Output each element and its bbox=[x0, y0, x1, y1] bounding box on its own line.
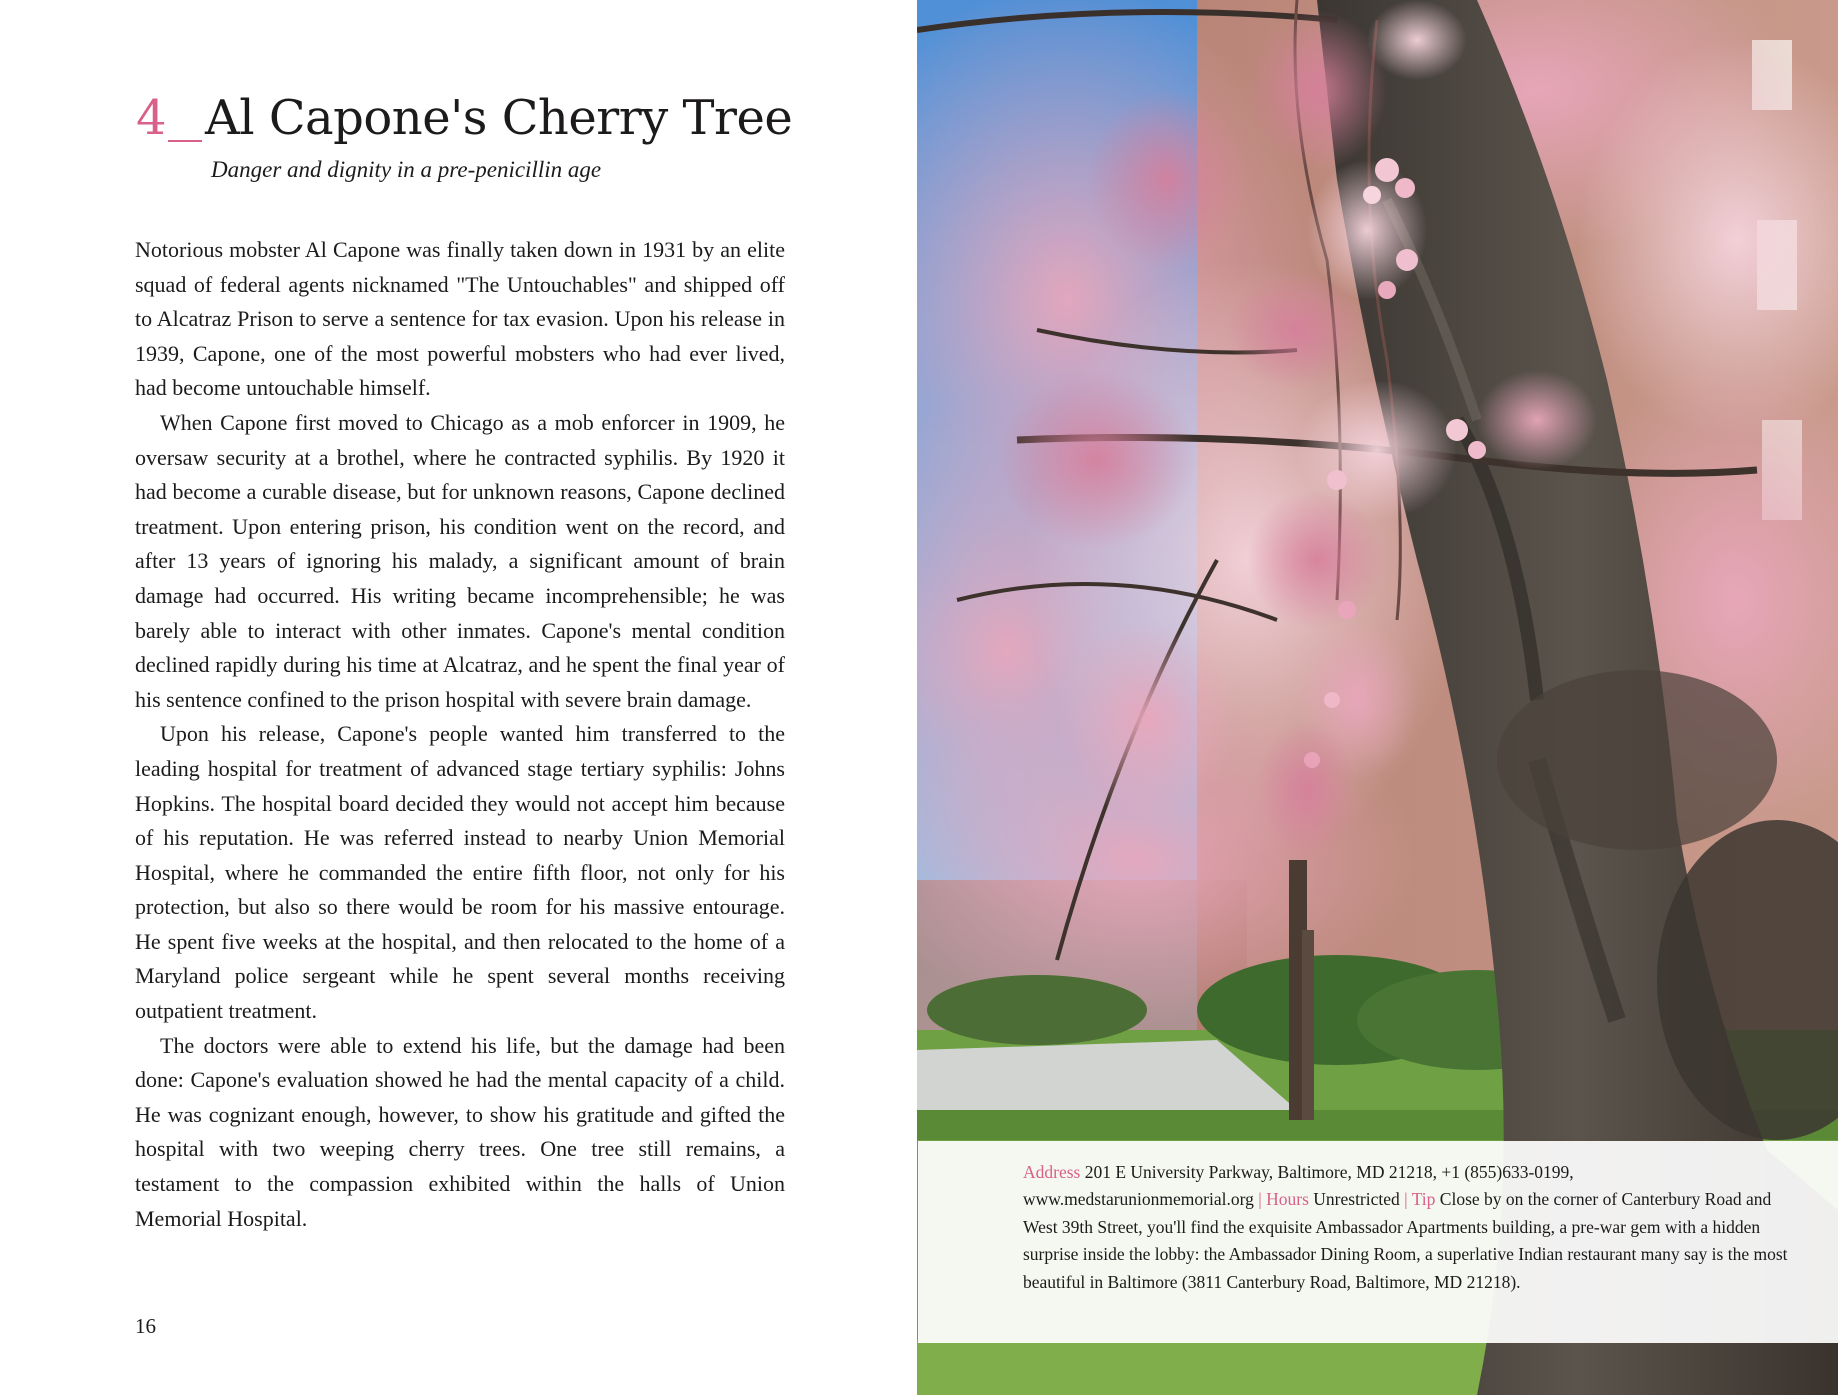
body-paragraph-4: The doctors were able to extend his life, but the damage had been done: Capone's evaluation showed he had the mental capacity of a child. He was cognizant enough, however, to show his gratitude and gifted the hospital with two weeping cherry trees. One tree still remains, a testament to the compassion exhibited within the halls of Union Memorial Hospital. bbox=[135, 1032, 785, 1231]
page-number: 16 bbox=[135, 1314, 156, 1338]
body-paragraph-1: Notorious mobster Al Capone was finally taken down in 1931 by an elite squad of federal agents nicknamed "The Untouchables" and shipped off to Alcatraz Prison to serve a sentence for tax evasion. Upon his release in 1939, Capone, one of the most powerful mobsters who had ever lived, had become untouchable himself. bbox=[135, 237, 785, 401]
separator-2: | bbox=[1404, 1189, 1408, 1210]
info-box bbox=[918, 1141, 1838, 1343]
chapter-title: Al Capone's Cherry Tree bbox=[205, 90, 793, 146]
tip-label: Tip bbox=[1411, 1189, 1436, 1210]
chapter-heading bbox=[136, 88, 792, 148]
address-label: Address bbox=[1023, 1162, 1081, 1182]
info-text bbox=[1023, 1159, 1790, 1296]
chapter-number: 4 bbox=[136, 90, 167, 146]
hours-text: Unrestricted bbox=[1313, 1189, 1400, 1210]
chapter-subtitle: Danger and dignity in a pre-penicillin age bbox=[211, 157, 602, 182]
address-text[interactable]: 201 E University Parkway, Baltimore, MD 21218, +1 (855)633-0199, www.medstarunionmemorial.org bbox=[1023, 1162, 1574, 1210]
separator-1: | bbox=[1258, 1189, 1262, 1210]
body-paragraph-3: Upon his release, Capone's people wanted him transferred to the leading hospital for treatment of advanced stage tertiary syphilis: Johns Hopkins. The hospital board decided they would not accept him because of his reputation. He was referred instead to nearby Union Memorial Hospital, where he commanded the entire fifth floor, not only for his protection, but also so there would be room for his massive entourage. He spent five weeks at the hospital, and then relocated to the home of a Maryland police sergeant while he spent several months receiving outpatient treatment. bbox=[135, 721, 785, 1024]
tip-text: Close by on the corner of Canterbury Road and West 39th Street, you'll find the exquisite Ambassador Apartments building, a pre-war gem with a hidden surprise inside the lobby: the Ambassador Dining Room, a superlative Indian restaurant many say is the most beautiful in Baltimore (3811 Canterbury Road, Baltimore, MD 21218). bbox=[1023, 1189, 1788, 1292]
chapter-underscore bbox=[168, 140, 202, 142]
body-text bbox=[135, 233, 785, 1236]
hours-label: Hours bbox=[1266, 1189, 1309, 1210]
left-page bbox=[0, 0, 917, 1395]
body-paragraph-2: When Capone first moved to Chicago as a mob enforcer in 1909, he oversaw security at a brothel, where he contracted syphilis. By 1920 it had become a curable disease, but for unknown reasons, Capone declined treatment. Upon entering prison, his condition went on the record, and after 13 years of ignoring his malady, a significant amount of brain damage had occurred. His writing became incomprehensible; he was barely able to interact with other inmates. Capone's mental condition declined rapidly during his time at Alcatraz, and he spent the final year of his sentence confined to the prison hospital with severe brain damage. bbox=[135, 409, 785, 712]
